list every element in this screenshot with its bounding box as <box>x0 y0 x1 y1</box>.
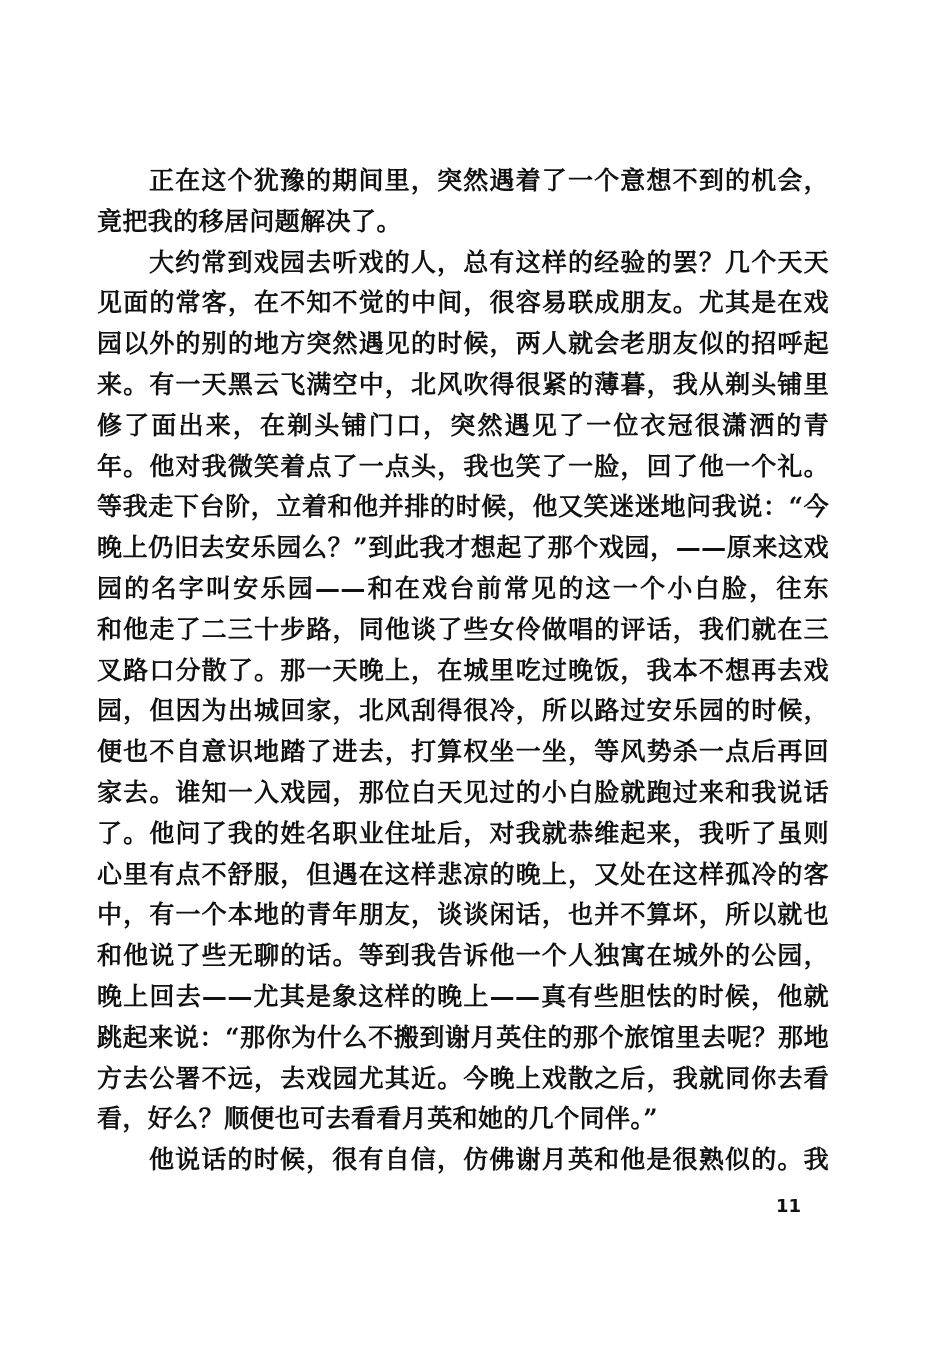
text-line: 大约常到戏园去听戏的人，总有这样的经验的罢？几个天天 <box>149 247 829 277</box>
text-line: 叉路口分散了。那一天晚上，在城里吃过晚饭，我本不想再去戏 <box>97 655 829 685</box>
text-line: 正在这个犹豫的期间里，突然遇着了一个意想不到的机会， <box>149 166 829 195</box>
text-line: 中，有一个本地的青年朋友，谈谈闲话，也并不算坏，所以就也 <box>97 900 829 930</box>
text-line: 晚上回去——尤其是象这样的晚上——真有些胆怯的时候，他就 <box>97 981 829 1011</box>
text-line: 晚上仍旧去安乐园么？”到此我才想起了那个戏园，——原来这戏 <box>97 533 829 563</box>
text-line: 园，但因为出城回家，北风刮得很冷，所以路过安乐园的时候， <box>97 696 829 726</box>
paragraph <box>97 161 829 243</box>
text-line: 跳起来说：“那你为什么不搬到谢月英住的那个旅馆里去呢？那地 <box>97 1022 829 1052</box>
text-line: 了。他问了我的姓名职业住址后，对我就恭维起来，我听了虽则 <box>97 818 829 848</box>
text-line: 家去。谁知一入戏园，那位白天见过的小白脸就跑过来和我说话 <box>97 777 829 807</box>
page-number: 11 <box>776 1196 802 1217</box>
text-line: 年。他对我微笑着点了一点头，我也笑了一脸，回了他一个礼。 <box>97 451 829 481</box>
text-line: 和他走了二三十步路，同他谈了些女伶做唱的评话，我们就在三 <box>97 614 829 644</box>
text-line: 园以外的别的地方突然遇见的时候，两人就会老朋友似的招呼起 <box>97 329 829 359</box>
text-line: 园的名字叫安乐园——和在戏台前常见的这一个小白脸，往东 <box>97 573 829 603</box>
text-line: 修了面出来，在剃头铺门口，突然遇见了一位衣冠很潇洒的青 <box>97 410 829 440</box>
text-line: 看，好么？顺便也可去看看月英和她的几个同伴。” <box>97 1104 659 1134</box>
text-line: 他说话的时候，很有自信，仿佛谢月英和他是很熟似的。我 <box>149 1145 829 1175</box>
text-line: 和他说了些无聊的话。等到我告诉他一个人独寓在城外的公园， <box>97 941 829 971</box>
text-line: 方去公署不远，去戏园尤其近。今晚上戏散之后，我就同你去看 <box>97 1063 829 1093</box>
text-line: 来。有一天黑云飞满空中，北风吹得很紧的薄暮，我从剃头铺里 <box>97 369 829 399</box>
paragraph <box>97 243 829 1141</box>
paragraph <box>97 1140 829 1181</box>
text-line: 心里有点不舒服，但遇在这样悲凉的晚上，又处在这样孤冷的客 <box>97 859 829 889</box>
text-line: 便也不自意识地踏了进去，打算权坐一坐，等风势杀一点后再回 <box>97 737 829 767</box>
text-line: 竟把我的移居问题解决了。 <box>97 206 402 236</box>
body-text <box>97 161 829 1181</box>
text-line: 见面的常客，在不知不觉的中间，很容易联成朋友。尤其是在戏 <box>97 288 829 318</box>
text-line: 等我走下台阶，立着和他并排的时候，他又笑迷迷地问我说：“今 <box>97 492 829 522</box>
